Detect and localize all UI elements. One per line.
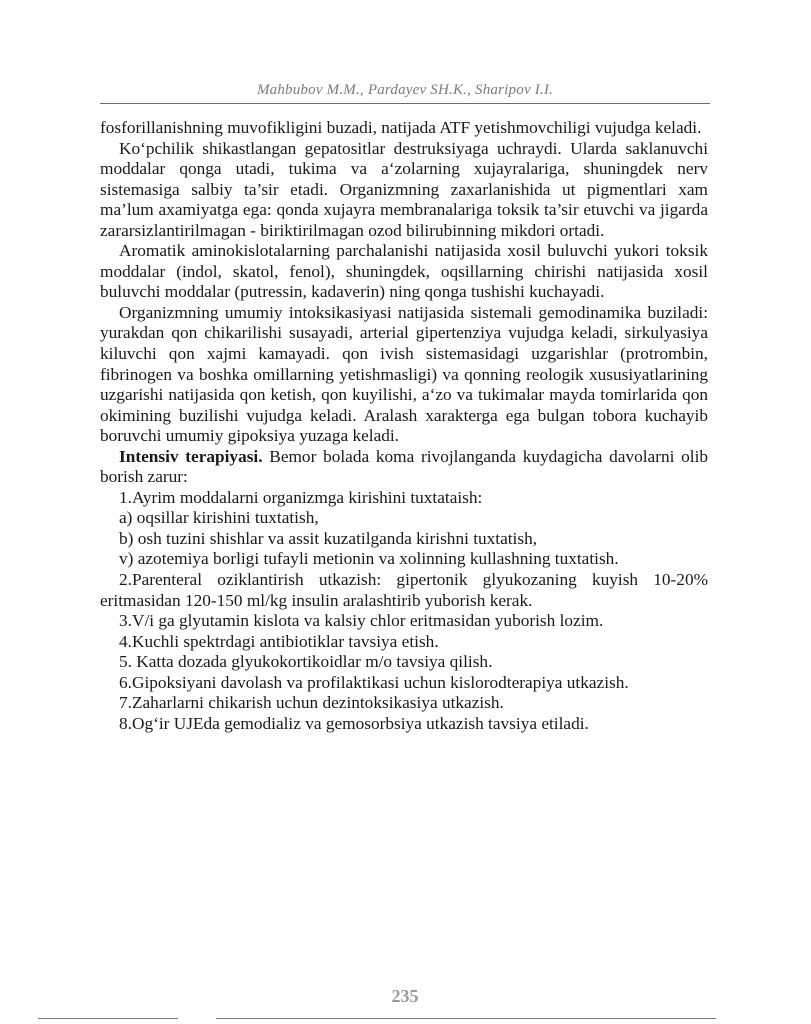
- header-divider: [100, 103, 710, 104]
- section-heading: Intensiv terapiyasi.: [119, 446, 263, 466]
- page-number: 235: [391, 986, 419, 1006]
- body-text: [100, 118, 708, 734]
- list-item: 4.Kuchli spektrdagi antibiotiklar tavsiya etish.: [119, 631, 439, 651]
- list-item: 5. Katta dozada glyukokortikoidlar m/o tavsiya qilish.: [119, 652, 493, 672]
- list-item: 1.Ayrim moddalarni organizmga kirishini tuxtataish:: [119, 487, 483, 507]
- paragraph: Organizmning umumiy intoksikasiyasi natijasida sistemali gemodinamika buziladi: yurakdan qon chikarilishi susayadi, arterial gipertenziya vujudga keladi, sirkulyasiya kiluvchi qon xajmi kamayadi. qon ivish sistemasidagi uzgarishlar (protrombin, fibrinogen va boshka omillarning yetishmasligi) va qonning reologik xususiyatlarining uzgarishi natijasida qon ketish, qon kuyilishi, a‘zo va tukimalar mayda tomirlarida qon okimining buzilishi vujudga keladi. Aralash xarakterga ega bulgan tobora kuchayib boruvchi umumiy gipoksiya yuzaga keladi.: [100, 302, 708, 446]
- list-item: 6.Gipoksiyani davolash va profilaktikasi uchun kislorodterapiya utkazish.: [119, 672, 629, 692]
- list-item: 3.V/i ga glyutamin kislota va kalsiy chlor eritmasidan yuborish lozim.: [119, 611, 604, 631]
- paragraph: Aromatik aminokislotalarning parchalanishi natijasida xosil buluvchi yukori toksik moddalar (indol, skatol, fenol), shuningdek, oqsillarning chirishi natijasida xosil buluvchi moddalar (putressin, kadaverin) ning qonga tushishi kuchayadi.: [100, 241, 708, 302]
- list-item: a) oqsillar kirishini tuxtatish,: [119, 508, 319, 528]
- list-item: 2.Parenteral oziklantirish utkazish: gipertonik glyukozaning kuyish 10-20% eritmasidan 120-150 ml/kg insulin aralashtirib yuborish kerak.: [100, 570, 708, 610]
- list-item: b) osh tuzini shishlar va assit kuzatilganda kirishni tuxtatish,: [119, 528, 538, 548]
- running-header: Mahbubov M.M., Pardayev SH.K., Sharipov I.I.: [256, 82, 554, 98]
- section-intro: Bemor bolada koma rivojlanganda kuydagicha davolarni olib borish zarur:: [100, 446, 709, 487]
- list-item: v) azotemiya borligi tufayli metionin va xolinning kullashning tuxtatish.: [119, 549, 619, 569]
- list-item: 7.Zaharlarni chikarish uchun dezintoksikasiya utkazish.: [119, 693, 504, 713]
- footer-divider: [216, 1018, 716, 1019]
- paragraph: Ko‘pchilik shikastlangan gepatositlar destruksiyaga uchraydi. Ularda saklanuvchi moddalar qonga utadi, tukima va a‘zolarning xujayralariga, shuningdek nerv sistemasiga salbiy ta’sir etadi. Organizmning zaxarlanishida ut pigmentlari xam ma’lum axamiyatga ega: qonda xujayra membranalariga toksik ta’sir etuvchi va jigarda zararsizlantirilmagan - biriktirilmagan ozod bilirubinning mikdori ortadi.: [100, 138, 708, 240]
- paragraph: fosforillanishning muvofikligini buzadi, natijada ATF yetishmovchiligi vujudga keladi.: [100, 118, 702, 137]
- footer-divider: [38, 1018, 178, 1019]
- list-item: 8.Og‘ir UJEda gemodializ va gemosorbsiya utkazish tavsiya etiladi.: [119, 713, 589, 733]
- intensive-therapy-paragraph: [100, 447, 708, 488]
